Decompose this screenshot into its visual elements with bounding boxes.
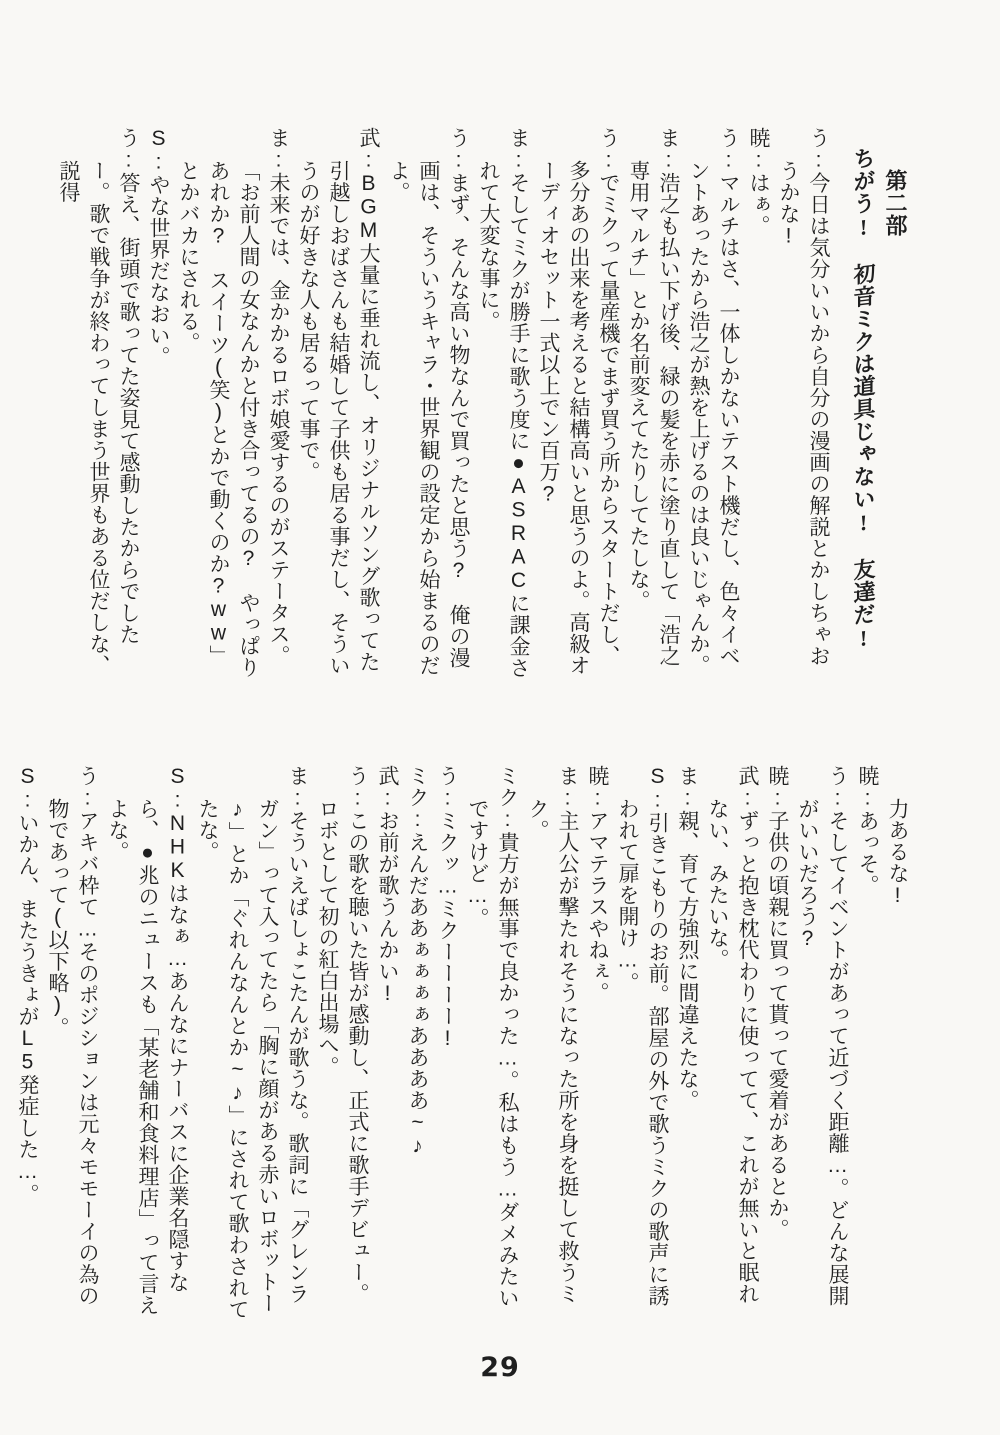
dialogue-block-bottom [16, 765, 912, 1321]
dialogue-line: う:そしてイベントがあって近づく距離…。どんな展開がいいだろう? [796, 765, 849, 1307]
dialogue-line: S:いかん、またうきょがL5発症した…。 [16, 765, 39, 1205]
dialogue-line: う:ミクッ…ミクーーーー! [436, 765, 459, 1051]
dialogue-line: ま:浩之も払い下げ後、緑の髪を赤に塗り直して「浩之専用マルチ」とか名前変えてたりしてたしな。 [627, 127, 680, 667]
page-number: 29 [480, 1352, 520, 1383]
dialogue-line: う:アキバ枠て…そのポジションは元々モモーイの為の物であって(以下略)。 [46, 765, 99, 1307]
dialogue-line: ミク:えんだああぁぁぁぁああああ~♪ [406, 765, 429, 1158]
dialogue-line: ま:そしてミクが勝手に歌う度に●ASRACに課金されて大変な事に。 [477, 127, 530, 679]
dialogue-line: う:この歌を聴いた皆が感動し、正式に歌手デビュー。ロボとして初の紅白出場へ。 [316, 765, 369, 1305]
dialogue-line: 武:お前が歌うんかい! [376, 765, 399, 1006]
dialogue-block-top [40, 127, 910, 683]
dialogue-line: 武:BGM大量に垂れ流し、オリジナルソング歌ってた引越しおばさんも結婚して子供も居る事だし、そういうのが好きな人も居るって事で。 [297, 127, 380, 676]
continuation-line: 力あるな! [886, 798, 909, 908]
dialogue-line: ま:未来では、金かかるロボ娘愛するのがステータス。「お前人間の女なんかと付き合ってるの? やっぱりあれか? スイーツ(笑)とかで動くのか?ww」とかバカにされる。 [177, 127, 290, 678]
dialogue-line: 暁:アマテラスやねぇ。 [586, 765, 609, 1004]
dialogue-line: S:引きこもりのお前。部屋の外で歌うミクの歌声に誘われて扉を開け…。 [616, 765, 669, 1307]
section-heading: 第二部 [883, 169, 908, 237]
dialogue-line: 暁:子供の頃親に買って貰って愛着があるとか。 [766, 765, 789, 1240]
dialogue-line: ま:そういえばしょこたんが歌うな。歌詞に「グレンラガン」って入ってたら「胸に顔がある赤いロボットー♪」とか「ぐれんなんとか~♪」にされて歌わされてたな。 [196, 765, 309, 1320]
dialogue-line: ま:親、育て方強烈に間違えたな。 [676, 765, 699, 1111]
dialogue-line: う:マルチはさ、一体しかないテスト機だし、色々イベントあったから浩之が熱を上げるのは良いじゃんか。 [687, 127, 740, 676]
dialogue-line: 暁:あっそ。 [856, 765, 879, 896]
dialogue-line: ま:主人公が撃たれそうになった所を身を挺して救うミク。 [526, 765, 579, 1305]
dialogue-line: う:でミクって量産機でまず買う所からスタートだし、多分あの出来を考えると結構高いと思うのよ。高級オーディオセット一式以上でン百万? [537, 127, 620, 676]
dialogue-line: う:答え、街頭で歌ってた姿見て感動したからでしたー。歌で戦争が終わってしまう世界もある位だしな、説得 [57, 127, 140, 676]
chapter-title: ちがう! 初音ミクは道具じゃない! 友達だ! [851, 145, 876, 653]
dialogue-line: S:やな世界だなおい。 [147, 127, 170, 368]
dialogue-line: S:NHKはなぁ…あんなにナーバスに企業名隠すなら、●兆のニュースも「某老舗和食料理店」って言えよな。 [106, 765, 189, 1316]
dialogue-line: 暁:はぁ。 [747, 127, 770, 237]
dialogue-line: 武:ずっと抱き枕代わりに使ってて、これが無いと眠れない、みたいな。 [706, 765, 759, 1305]
dialogue-line: ミク:貴方が無事で良かった…。私はもう…ダメみたいですけど…。 [466, 765, 519, 1309]
dialogue-line: う:今日は気分いいから自分の漫画の解説とかしちゃおうかな! [777, 127, 830, 667]
dialogue-line: う:まず、そんな高い物なんで買ったと思う? 俺の漫画は、そういうキャラ・世界観の設定から始まるのだよ。 [387, 127, 470, 676]
